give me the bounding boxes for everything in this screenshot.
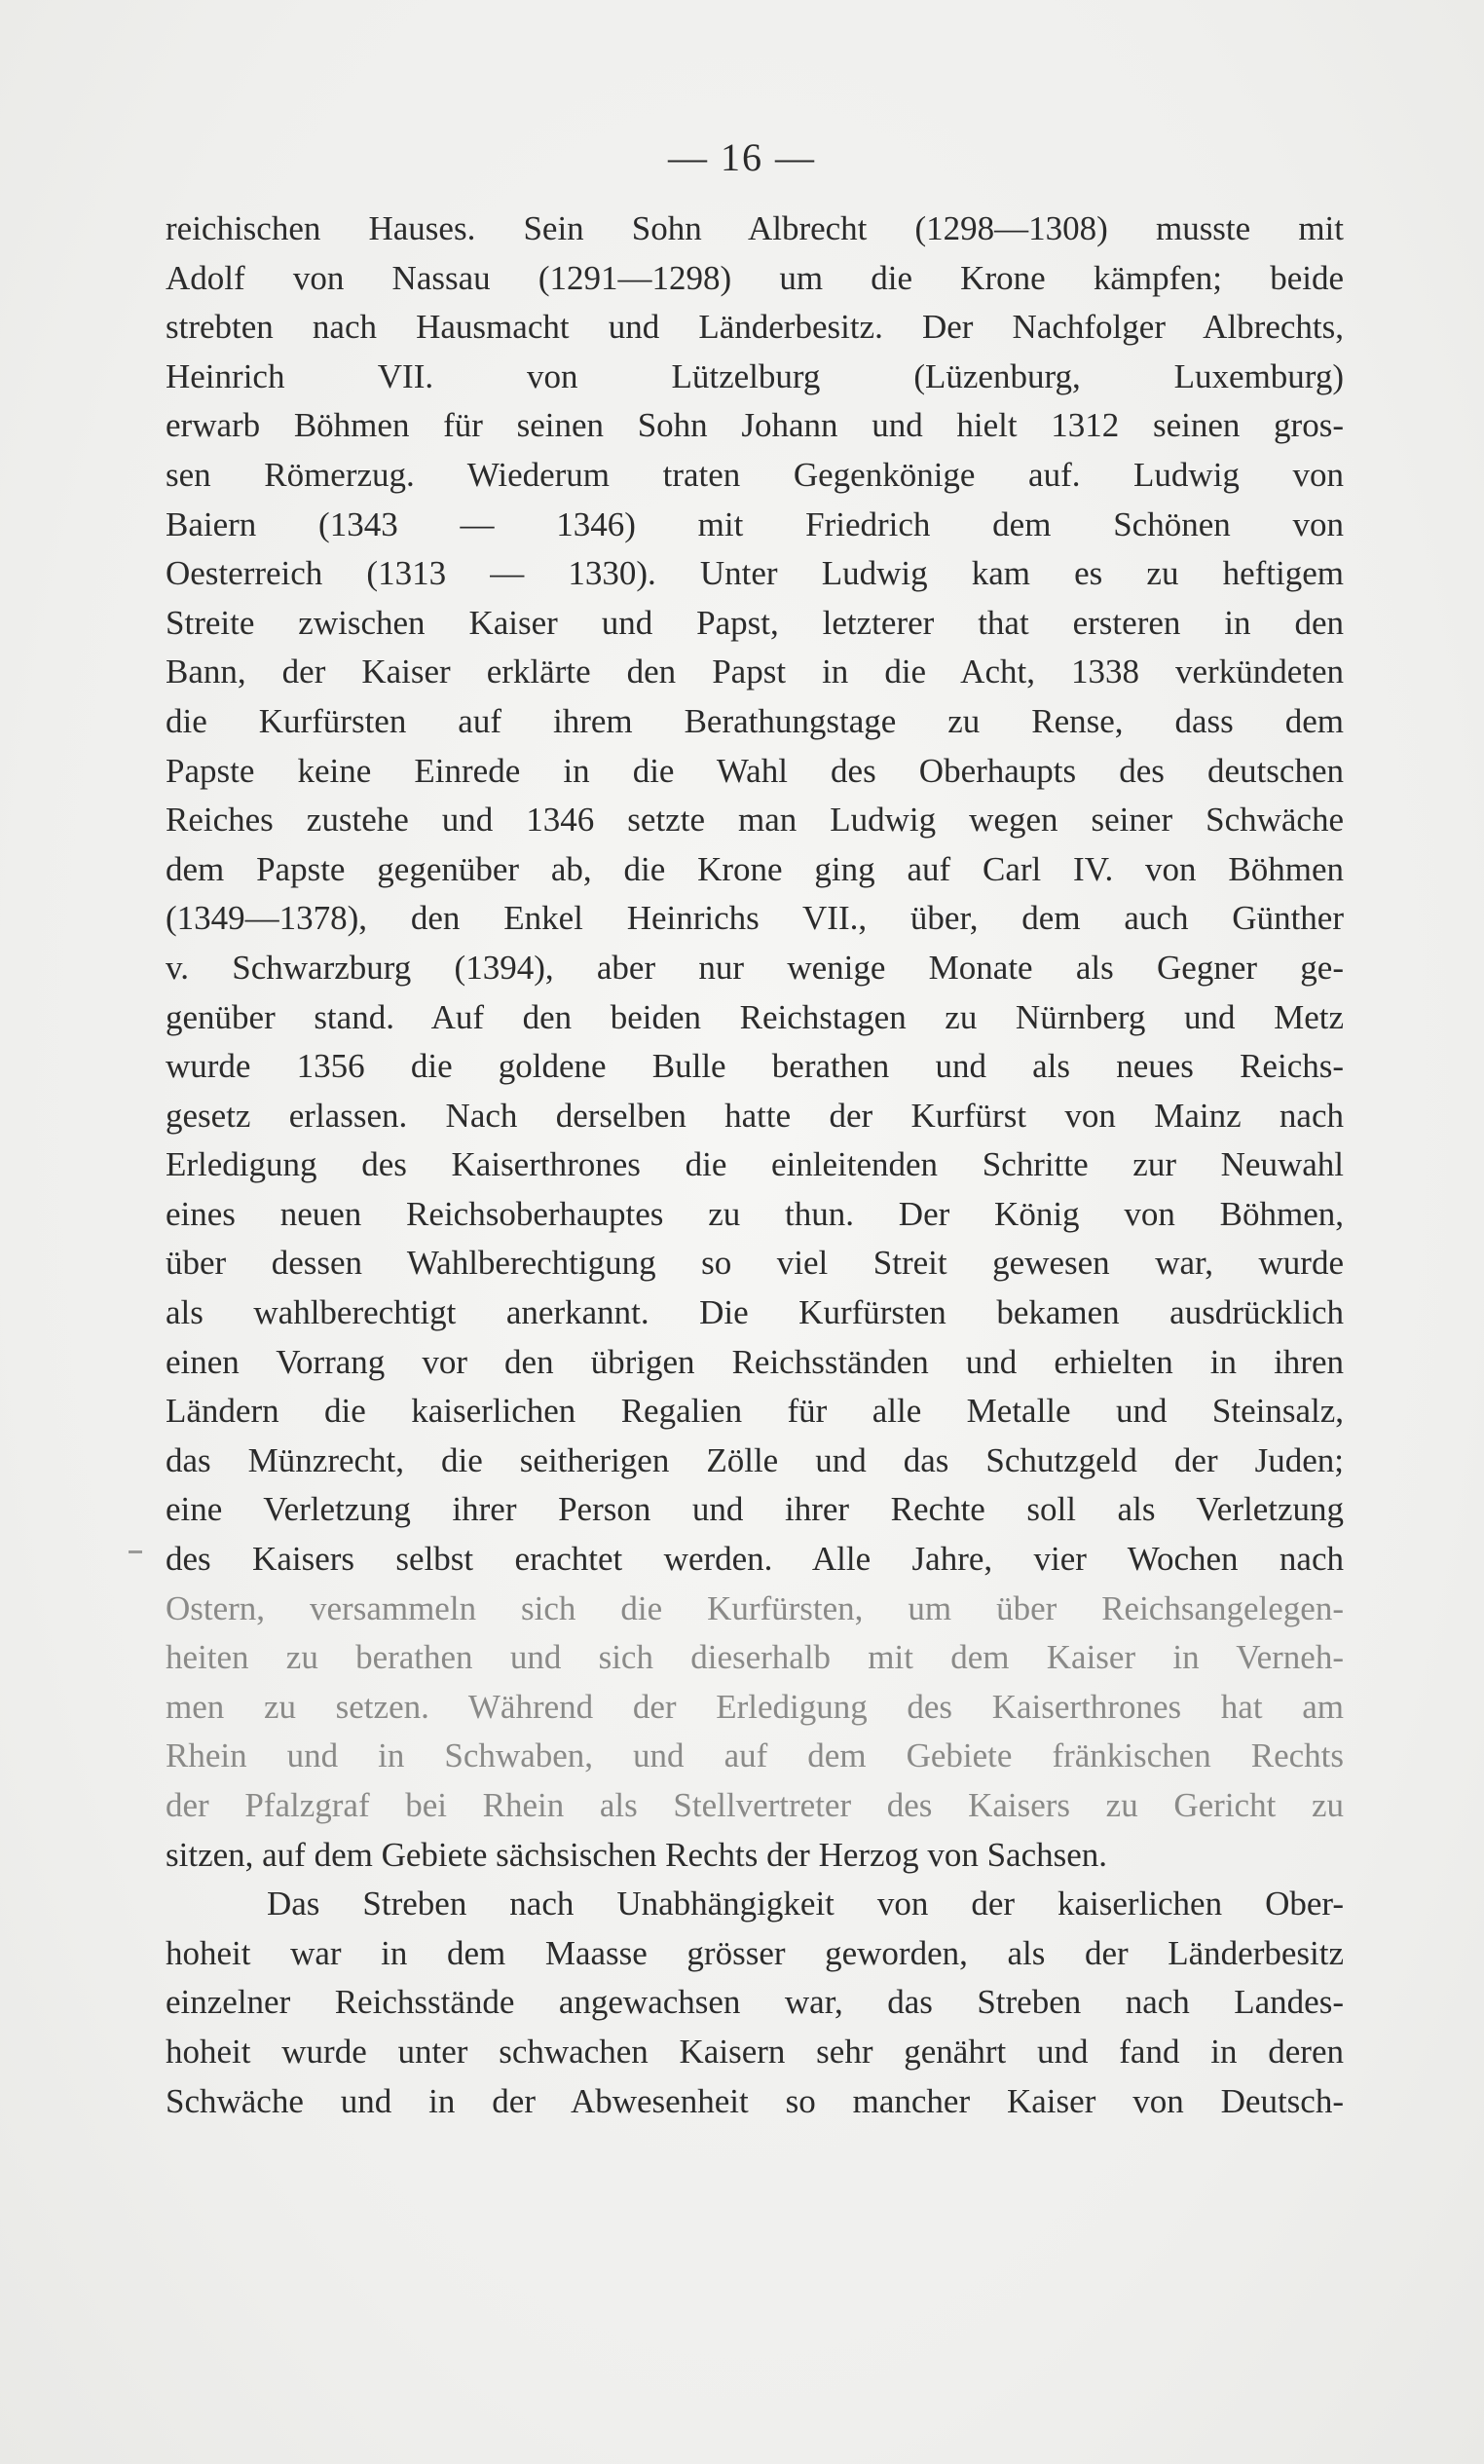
text-line: Bann, der Kaiser erklärte den Papst in die Acht, 1338 verkündeten: [166, 653, 1344, 691]
text-line: Ländern die kaiserlichen Regalien für alle Metalle und Steinsalz,: [166, 1392, 1344, 1431]
text-line: das Münzrecht, die seitherigen Zölle und das Schutzgeld der Juden;: [166, 1440, 1344, 1479]
text-line: Rhein und in Schwaben, und auf dem Gebiete fränkischen Rechts: [166, 1736, 1344, 1775]
text-line: der Pfalzgraf bei Rhein als Stellvertreter des Kaisers zu Gericht zu: [166, 1786, 1344, 1824]
text-line: Oesterreich (1313 — 1330). Unter Ludwig kam es zu heftigem: [166, 554, 1344, 593]
text-line: sitzen, auf dem Gebiete sächsischen Rechts der Herzog von Sachsen.: [166, 1835, 1108, 1874]
text-line: reichischen Hauses. Sein Sohn Albrecht (1298—1308) musste mit: [166, 209, 1344, 247]
text-line: wurde 1356 die goldene Bulle berathen und als neues Reichs-: [166, 1047, 1344, 1086]
text-line: Ostern, versammeln sich die Kurfürsten, um über Reichsangelegen-: [166, 1588, 1344, 1627]
text-line: hoheit war in dem Maasse grösser geworden, als der Länderbesitz: [166, 1933, 1344, 1972]
text-line: (1349—1378), den Enkel Heinrichs VII., über, dem auch Günther: [166, 899, 1344, 938]
text-line: v. Schwarzburg (1394), aber nur wenige Monate als Gegner ge-: [166, 948, 1344, 987]
text-line: Erledigung des Kaiserthrones die einleitenden Schritte zur Neuwahl: [166, 1145, 1344, 1184]
text-line: Heinrich VII. von Lützelburg (Lüzenburg, Luxemburg): [166, 356, 1344, 395]
text-line: gesetz erlassen. Nach derselben hatte der Kurfürst von Mainz nach: [166, 1096, 1344, 1135]
text-line: Adolf von Nassau (1291—1298) um die Krone kämpfen; beide: [166, 258, 1344, 297]
text-line: als wahlberechtigt anerkannt. Die Kurfürsten bekamen ausdrücklich: [166, 1293, 1344, 1332]
text-line: dem Papste gegenüber ab, die Krone ging auf Carl IV. von Böhmen: [166, 849, 1344, 888]
text-line: men zu setzen. Während der Erledigung des Kaiserthrones hat am: [166, 1687, 1344, 1726]
text-line: erwarb Böhmen für seinen Sohn Johann und hielt 1312 seinen gros-: [166, 406, 1344, 445]
text-line: sen Römerzug. Wiederum traten Gegenkönige auf. Ludwig von: [166, 455, 1344, 494]
text-line: heiten zu berathen und sich dieserhalb mit dem Kaiser in Verneh-: [166, 1638, 1344, 1677]
text-line: des Kaisers selbst erachtet werden. Alle Jahre, vier Wochen nach: [166, 1540, 1344, 1579]
page-number: — 16 —: [668, 135, 816, 179]
text-line: Baiern (1343 — 1346) mit Friedrich dem Schönen von: [166, 504, 1344, 543]
text-line: einzelner Reichsstände angewachsen war, das Streben nach Landes-: [166, 1983, 1344, 2022]
text-line: Das Streben nach Unabhängigkeit von der kaiserlichen Ober-: [267, 1885, 1344, 1923]
text-line: eine Verletzung ihrer Person und ihrer Rechte soll als Verletzung: [166, 1490, 1344, 1529]
text-line: Reiches zustehe und 1346 setzte man Ludwig wegen seiner Schwäche: [166, 801, 1344, 840]
margin-mark: [129, 1550, 142, 1553]
text-line: über dessen Wahlberechtigung so viel Streit gewesen war, wurde: [166, 1244, 1344, 1283]
text-line: genüber stand. Auf den beiden Reichstagen zu Nürnberg und Metz: [166, 997, 1344, 1036]
text-line: hoheit wurde unter schwachen Kaisern sehr genährt und fand in deren: [166, 2032, 1344, 2071]
text-line: einen Vorrang vor den übrigen Reichsständen und erhielten in ihren: [166, 1342, 1344, 1381]
text-line: die Kurfürsten auf ihrem Berathungstage zu Rense, dass dem: [166, 701, 1344, 740]
body-text: [166, 205, 1344, 2126]
text-line: strebten nach Hausmacht und Länderbesitz. Der Nachfolger Albrechts,: [166, 308, 1344, 347]
text-line: Papste keine Einrede in die Wahl des Oberhaupts des deutschen: [166, 751, 1344, 790]
text-line: eines neuen Reichsoberhauptes zu thun. Der König von Böhmen,: [166, 1194, 1344, 1233]
text-line: Schwäche und in der Abwesenheit so mancher Kaiser von Deutsch-: [166, 2081, 1344, 2120]
text-line: Streite zwischen Kaiser und Papst, letzterer that ersteren in den: [166, 603, 1344, 642]
